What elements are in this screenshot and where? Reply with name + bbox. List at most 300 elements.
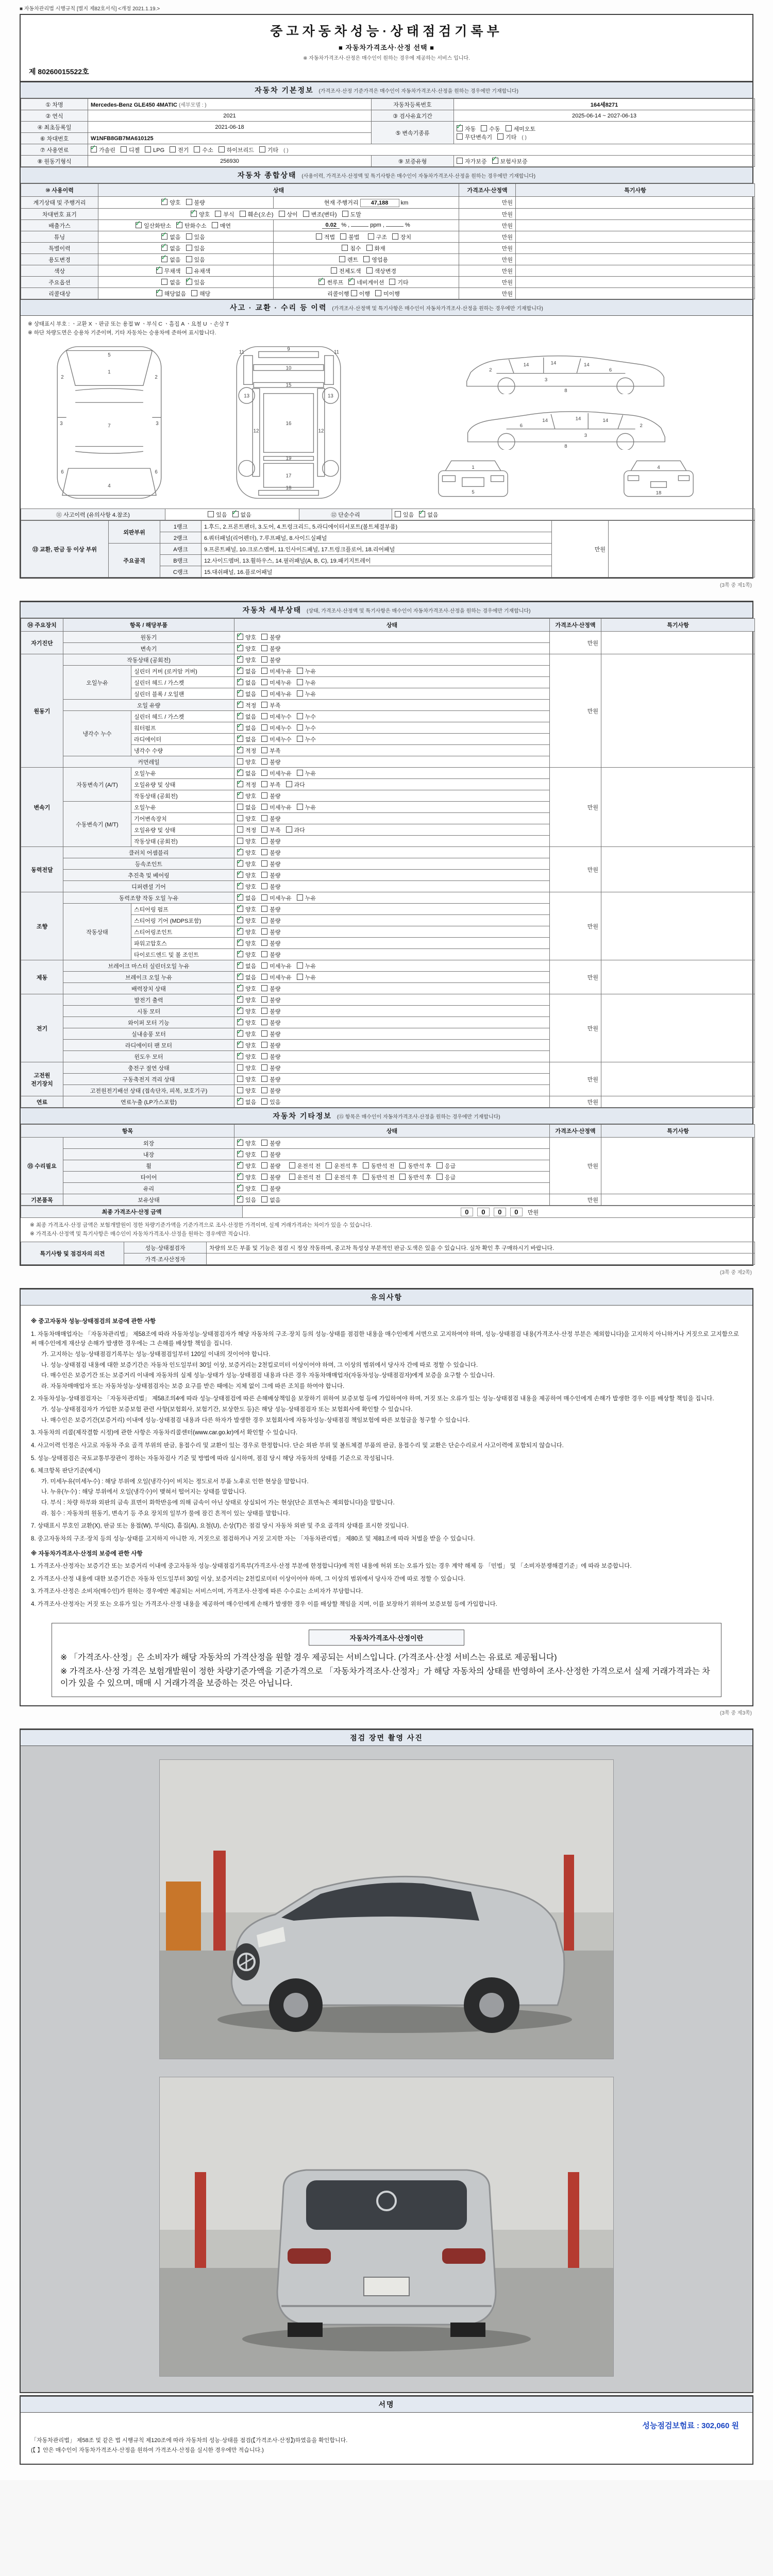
- checked-checkbox-icon[interactable]: [237, 1098, 243, 1105]
- checkbox-option[interactable]: [289, 1173, 321, 1181]
- checkbox-option[interactable]: [208, 511, 227, 519]
- checkbox-option[interactable]: [136, 222, 171, 230]
- unchecked-checkbox-icon[interactable]: [506, 125, 512, 131]
- unchecked-checkbox-icon[interactable]: [261, 1042, 267, 1048]
- checked-checkbox-icon[interactable]: [237, 849, 243, 855]
- unchecked-checkbox-icon[interactable]: [261, 736, 267, 742]
- unchecked-checkbox-icon[interactable]: [261, 1064, 267, 1071]
- unchecked-checkbox-icon[interactable]: [297, 668, 303, 674]
- checked-checkbox-icon[interactable]: [237, 860, 243, 867]
- checkbox-option[interactable]: [261, 894, 292, 902]
- checkbox-option[interactable]: [436, 1162, 456, 1170]
- unchecked-checkbox-icon[interactable]: [237, 1076, 243, 1082]
- unchecked-checkbox-icon[interactable]: [261, 838, 267, 844]
- unchecked-checkbox-icon[interactable]: [363, 1162, 369, 1168]
- checked-checkbox-icon[interactable]: [161, 245, 167, 251]
- unchecked-checkbox-icon[interactable]: [261, 928, 267, 935]
- checkbox-option[interactable]: [237, 769, 256, 777]
- unchecked-checkbox-icon[interactable]: [261, 974, 267, 980]
- checkbox-option[interactable]: [237, 690, 256, 698]
- checked-checkbox-icon[interactable]: [237, 928, 243, 935]
- unchecked-checkbox-icon[interactable]: [186, 245, 192, 251]
- unchecked-checkbox-icon[interactable]: [342, 211, 348, 217]
- unchecked-checkbox-icon[interactable]: [215, 211, 221, 217]
- checkbox-option[interactable]: [237, 951, 256, 959]
- unchecked-checkbox-icon[interactable]: [326, 1174, 332, 1180]
- checked-checkbox-icon[interactable]: [237, 906, 243, 912]
- unchecked-checkbox-icon[interactable]: [259, 146, 265, 152]
- unchecked-checkbox-icon[interactable]: [457, 133, 463, 140]
- unchecked-checkbox-icon[interactable]: [261, 1140, 267, 1146]
- unchecked-checkbox-icon[interactable]: [261, 1053, 267, 1059]
- checked-checkbox-icon[interactable]: [237, 974, 243, 980]
- unchecked-checkbox-icon[interactable]: [340, 233, 346, 240]
- checkbox-option[interactable]: [261, 815, 280, 823]
- checkbox-option[interactable]: [261, 905, 280, 913]
- unchecked-checkbox-icon[interactable]: [436, 1174, 443, 1180]
- checkbox-option[interactable]: [237, 667, 256, 675]
- checkbox-option[interactable]: [261, 803, 292, 811]
- unchecked-checkbox-icon[interactable]: [237, 804, 243, 810]
- unchecked-checkbox-icon[interactable]: [237, 838, 243, 844]
- unchecked-checkbox-icon[interactable]: [481, 125, 487, 131]
- checkbox-option[interactable]: [237, 973, 256, 981]
- unchecked-checkbox-icon[interactable]: [261, 1019, 267, 1025]
- checkbox-option[interactable]: [237, 1041, 256, 1049]
- unchecked-checkbox-icon[interactable]: [261, 872, 267, 878]
- unchecked-checkbox-icon[interactable]: [297, 974, 303, 980]
- checkbox-option[interactable]: [492, 157, 528, 165]
- checkbox-option[interactable]: [318, 278, 343, 286]
- checkbox-option[interactable]: [191, 210, 210, 218]
- checkbox-option[interactable]: [366, 267, 397, 275]
- checkbox-option[interactable]: [237, 1064, 256, 1072]
- checkbox-option[interactable]: [261, 928, 280, 936]
- checked-checkbox-icon[interactable]: [237, 679, 243, 685]
- checkbox-option[interactable]: [237, 1053, 256, 1061]
- unchecked-checkbox-icon[interactable]: [186, 256, 192, 262]
- checked-checkbox-icon[interactable]: [237, 702, 243, 708]
- unchecked-checkbox-icon[interactable]: [170, 146, 176, 152]
- checkbox-option[interactable]: [261, 1007, 280, 1015]
- checkbox-option[interactable]: [261, 962, 292, 970]
- checkbox-option[interactable]: [326, 1173, 358, 1181]
- unchecked-checkbox-icon[interactable]: [366, 267, 373, 274]
- checkbox-option[interactable]: [237, 871, 256, 879]
- checkbox-option[interactable]: [237, 633, 256, 641]
- checkbox-option[interactable]: [237, 1184, 256, 1193]
- checkbox-option[interactable]: [237, 747, 256, 755]
- unchecked-checkbox-icon[interactable]: [331, 267, 337, 274]
- checked-checkbox-icon[interactable]: [237, 951, 243, 957]
- unchecked-checkbox-icon[interactable]: [375, 290, 381, 296]
- checkbox-option[interactable]: [297, 973, 316, 981]
- checkbox-option[interactable]: [261, 1162, 280, 1170]
- checkbox-option[interactable]: [237, 679, 256, 687]
- checkbox-option[interactable]: [237, 1087, 256, 1095]
- unchecked-checkbox-icon[interactable]: [297, 804, 303, 810]
- checkbox-option[interactable]: [340, 233, 359, 241]
- checked-checkbox-icon[interactable]: [237, 656, 243, 663]
- unchecked-checkbox-icon[interactable]: [297, 724, 303, 731]
- checkbox-option[interactable]: [368, 233, 387, 241]
- checked-checkbox-icon[interactable]: [237, 1196, 243, 1202]
- unchecked-checkbox-icon[interactable]: [261, 996, 267, 1003]
- checkbox-option[interactable]: [457, 125, 476, 133]
- checkbox-option[interactable]: [297, 894, 316, 902]
- checked-checkbox-icon[interactable]: [237, 690, 243, 697]
- unchecked-checkbox-icon[interactable]: [261, 702, 267, 708]
- checkbox-option[interactable]: [261, 973, 292, 981]
- checkbox-option[interactable]: [261, 1075, 280, 1083]
- unchecked-checkbox-icon[interactable]: [261, 747, 267, 753]
- checkbox-option[interactable]: [237, 905, 256, 913]
- checkbox-option[interactable]: [237, 1007, 256, 1015]
- unchecked-checkbox-icon[interactable]: [366, 245, 373, 251]
- checkbox-option[interactable]: [186, 267, 211, 275]
- checkbox-option[interactable]: [161, 278, 180, 286]
- checkbox-option[interactable]: [303, 210, 337, 218]
- checkbox-option[interactable]: [261, 701, 280, 709]
- checkbox-option[interactable]: [297, 735, 316, 743]
- checkbox-option[interactable]: [363, 1162, 395, 1170]
- checkbox-option[interactable]: [237, 928, 256, 936]
- checkbox-option[interactable]: [261, 792, 280, 800]
- checkbox-option[interactable]: [237, 1030, 256, 1038]
- checked-checkbox-icon[interactable]: [237, 1140, 243, 1146]
- checkbox-option[interactable]: [261, 883, 280, 891]
- checkbox-option[interactable]: [457, 157, 487, 165]
- checked-checkbox-icon[interactable]: [237, 1053, 243, 1059]
- unchecked-checkbox-icon[interactable]: [342, 245, 348, 251]
- checked-checkbox-icon[interactable]: [237, 770, 243, 776]
- unchecked-checkbox-icon[interactable]: [261, 1162, 267, 1168]
- checkbox-option[interactable]: [261, 917, 280, 925]
- checkbox-option[interactable]: [261, 871, 280, 879]
- checkbox-option[interactable]: [392, 233, 411, 241]
- unchecked-checkbox-icon[interactable]: [208, 511, 214, 517]
- checkbox-option[interactable]: [186, 198, 205, 207]
- unchecked-checkbox-icon[interactable]: [212, 222, 218, 228]
- unchecked-checkbox-icon[interactable]: [261, 679, 267, 685]
- unchecked-checkbox-icon[interactable]: [261, 690, 267, 697]
- unchecked-checkbox-icon[interactable]: [261, 985, 267, 991]
- checked-checkbox-icon[interactable]: [237, 940, 243, 946]
- checkbox-option[interactable]: [156, 267, 181, 275]
- checkbox-option[interactable]: [261, 951, 280, 959]
- unchecked-checkbox-icon[interactable]: [261, 1030, 267, 1037]
- unchecked-checkbox-icon[interactable]: [261, 1098, 267, 1105]
- checkbox-option[interactable]: [279, 210, 298, 218]
- checkbox-option[interactable]: [191, 290, 210, 298]
- unchecked-checkbox-icon[interactable]: [219, 146, 225, 152]
- unchecked-checkbox-icon[interactable]: [240, 211, 246, 217]
- checked-checkbox-icon[interactable]: [492, 158, 498, 164]
- checked-checkbox-icon[interactable]: [237, 1030, 243, 1037]
- checkbox-option[interactable]: [215, 210, 234, 218]
- checkbox-option[interactable]: [237, 1196, 256, 1204]
- unchecked-checkbox-icon[interactable]: [261, 1076, 267, 1082]
- checkbox-option[interactable]: [237, 894, 256, 902]
- checkbox-option[interactable]: [339, 256, 358, 264]
- checkbox-option[interactable]: [237, 1075, 256, 1083]
- checkbox-option[interactable]: [186, 256, 205, 264]
- unchecked-checkbox-icon[interactable]: [326, 1162, 332, 1168]
- unchecked-checkbox-icon[interactable]: [261, 645, 267, 651]
- checkbox-option[interactable]: [261, 679, 292, 687]
- checkbox-option[interactable]: [297, 724, 316, 732]
- checkbox-option[interactable]: [145, 146, 164, 154]
- checkbox-option[interactable]: [316, 233, 335, 241]
- checkbox-option[interactable]: [261, 735, 292, 743]
- checked-checkbox-icon[interactable]: [176, 222, 182, 228]
- checked-checkbox-icon[interactable]: [91, 146, 97, 152]
- checkbox-option[interactable]: [342, 210, 361, 218]
- checkbox-option[interactable]: [186, 233, 205, 241]
- checkbox-option[interactable]: [297, 962, 316, 970]
- unchecked-checkbox-icon[interactable]: [297, 679, 303, 685]
- checkbox-option[interactable]: [261, 1173, 280, 1181]
- checkbox-option[interactable]: [261, 1150, 280, 1159]
- unchecked-checkbox-icon[interactable]: [237, 1064, 243, 1071]
- checkbox-option[interactable]: [237, 860, 256, 868]
- checkbox-option[interactable]: [237, 758, 256, 766]
- checkbox-option[interactable]: [261, 1139, 280, 1147]
- checkbox-option[interactable]: [436, 1173, 456, 1181]
- unchecked-checkbox-icon[interactable]: [351, 290, 357, 296]
- checkbox-option[interactable]: [375, 290, 400, 298]
- unchecked-checkbox-icon[interactable]: [368, 233, 374, 240]
- checkbox-option[interactable]: [237, 645, 256, 653]
- checkbox-option[interactable]: [261, 1184, 280, 1193]
- unchecked-checkbox-icon[interactable]: [316, 233, 322, 240]
- unchecked-checkbox-icon[interactable]: [279, 211, 285, 217]
- unchecked-checkbox-icon[interactable]: [261, 1008, 267, 1014]
- checked-checkbox-icon[interactable]: [161, 256, 167, 262]
- checkbox-option[interactable]: [261, 826, 280, 834]
- unchecked-checkbox-icon[interactable]: [261, 1174, 267, 1180]
- checked-checkbox-icon[interactable]: [156, 267, 162, 274]
- checkbox-option[interactable]: [331, 267, 361, 275]
- unchecked-checkbox-icon[interactable]: [399, 1174, 406, 1180]
- checkbox-option[interactable]: [156, 290, 187, 298]
- checked-checkbox-icon[interactable]: [237, 1008, 243, 1014]
- checkbox-option[interactable]: [261, 769, 292, 777]
- unchecked-checkbox-icon[interactable]: [237, 815, 243, 821]
- unchecked-checkbox-icon[interactable]: [497, 133, 503, 140]
- unchecked-checkbox-icon[interactable]: [389, 279, 395, 285]
- unchecked-checkbox-icon[interactable]: [286, 781, 292, 787]
- checkbox-option[interactable]: [237, 713, 256, 721]
- checkbox-option[interactable]: [237, 962, 256, 970]
- checked-checkbox-icon[interactable]: [232, 511, 239, 517]
- unchecked-checkbox-icon[interactable]: [261, 962, 267, 969]
- checkbox-option[interactable]: [237, 1162, 256, 1170]
- checkbox-option[interactable]: [261, 996, 280, 1004]
- checked-checkbox-icon[interactable]: [237, 1185, 243, 1191]
- checkbox-option[interactable]: [237, 803, 256, 811]
- checked-checkbox-icon[interactable]: [237, 1151, 243, 1157]
- unchecked-checkbox-icon[interactable]: [436, 1162, 443, 1168]
- checked-checkbox-icon[interactable]: [237, 1019, 243, 1025]
- checkbox-option[interactable]: [170, 146, 189, 154]
- unchecked-checkbox-icon[interactable]: [261, 713, 267, 719]
- unchecked-checkbox-icon[interactable]: [261, 781, 267, 787]
- checkbox-option[interactable]: [261, 747, 280, 755]
- checkbox-option[interactable]: [161, 256, 180, 264]
- checkbox-option[interactable]: [261, 1019, 280, 1027]
- checked-checkbox-icon[interactable]: [191, 211, 197, 217]
- checkbox-option[interactable]: [91, 146, 115, 154]
- checked-checkbox-icon[interactable]: [237, 668, 243, 674]
- checked-checkbox-icon[interactable]: [237, 996, 243, 1003]
- checked-checkbox-icon[interactable]: [161, 233, 167, 240]
- checkbox-option[interactable]: [297, 679, 316, 687]
- unchecked-checkbox-icon[interactable]: [261, 1196, 267, 1202]
- checkbox-option[interactable]: [237, 815, 256, 823]
- checked-checkbox-icon[interactable]: [237, 634, 243, 640]
- checkbox-option[interactable]: [363, 256, 388, 264]
- checkbox-option[interactable]: [186, 278, 205, 286]
- checked-checkbox-icon[interactable]: [457, 125, 463, 131]
- unchecked-checkbox-icon[interactable]: [194, 146, 200, 152]
- unchecked-checkbox-icon[interactable]: [261, 917, 267, 923]
- checkbox-option[interactable]: [237, 883, 256, 891]
- unchecked-checkbox-icon[interactable]: [297, 736, 303, 742]
- checkbox-option[interactable]: [366, 244, 385, 252]
- checkbox-option[interactable]: [237, 837, 256, 845]
- checkbox-option[interactable]: [297, 769, 316, 777]
- checkbox-option[interactable]: [326, 1162, 358, 1170]
- unchecked-checkbox-icon[interactable]: [261, 894, 267, 901]
- checked-checkbox-icon[interactable]: [186, 279, 192, 285]
- checkbox-option[interactable]: [419, 511, 438, 519]
- unchecked-checkbox-icon[interactable]: [261, 804, 267, 810]
- checkbox-option[interactable]: [261, 758, 280, 766]
- unchecked-checkbox-icon[interactable]: [363, 1174, 369, 1180]
- checkbox-option[interactable]: [399, 1162, 431, 1170]
- checkbox-option[interactable]: [237, 939, 256, 947]
- checked-checkbox-icon[interactable]: [237, 781, 243, 787]
- checkbox-option[interactable]: [259, 146, 278, 154]
- checked-checkbox-icon[interactable]: [237, 894, 243, 901]
- checkbox-option[interactable]: [261, 656, 280, 664]
- checkbox-option[interactable]: [261, 1098, 280, 1106]
- checkbox-option[interactable]: [261, 713, 292, 721]
- checkbox-option[interactable]: [395, 511, 414, 519]
- unchecked-checkbox-icon[interactable]: [395, 511, 401, 517]
- unchecked-checkbox-icon[interactable]: [261, 758, 267, 765]
- checked-checkbox-icon[interactable]: [237, 736, 243, 742]
- checkbox-option[interactable]: [237, 826, 256, 834]
- checkbox-option[interactable]: [261, 667, 292, 675]
- checkbox-option[interactable]: [261, 1064, 280, 1072]
- unchecked-checkbox-icon[interactable]: [121, 146, 127, 152]
- checkbox-option[interactable]: [261, 1053, 280, 1061]
- checkbox-option[interactable]: [186, 244, 205, 252]
- checkbox-option[interactable]: [261, 1196, 280, 1204]
- checkbox-option[interactable]: [481, 125, 500, 133]
- unchecked-checkbox-icon[interactable]: [289, 1162, 295, 1168]
- unchecked-checkbox-icon[interactable]: [261, 951, 267, 957]
- checked-checkbox-icon[interactable]: [237, 792, 243, 799]
- checkbox-option[interactable]: [297, 667, 316, 675]
- checked-checkbox-icon[interactable]: [237, 645, 243, 651]
- checkbox-option[interactable]: [261, 837, 280, 845]
- checkbox-option[interactable]: [194, 146, 213, 154]
- checkbox-option[interactable]: [297, 713, 316, 721]
- unchecked-checkbox-icon[interactable]: [261, 826, 267, 833]
- checkbox-option[interactable]: [237, 792, 256, 800]
- checkbox-option[interactable]: [297, 690, 316, 698]
- unchecked-checkbox-icon[interactable]: [339, 256, 345, 262]
- unchecked-checkbox-icon[interactable]: [297, 962, 303, 969]
- checkbox-option[interactable]: [457, 133, 492, 141]
- unchecked-checkbox-icon[interactable]: [261, 1087, 267, 1093]
- checkbox-option[interactable]: [348, 278, 384, 286]
- unchecked-checkbox-icon[interactable]: [186, 233, 192, 240]
- unchecked-checkbox-icon[interactable]: [392, 233, 398, 240]
- checkbox-option[interactable]: [297, 803, 316, 811]
- unchecked-checkbox-icon[interactable]: [297, 690, 303, 697]
- unchecked-checkbox-icon[interactable]: [261, 656, 267, 663]
- checkbox-option[interactable]: [219, 146, 254, 154]
- checked-checkbox-icon[interactable]: [237, 962, 243, 969]
- unchecked-checkbox-icon[interactable]: [237, 826, 243, 833]
- checkbox-option[interactable]: [237, 724, 256, 732]
- checkbox-option[interactable]: [261, 860, 280, 868]
- unchecked-checkbox-icon[interactable]: [289, 1174, 295, 1180]
- checkbox-option[interactable]: [286, 826, 305, 834]
- unchecked-checkbox-icon[interactable]: [261, 849, 267, 855]
- checkbox-option[interactable]: [237, 985, 256, 993]
- unchecked-checkbox-icon[interactable]: [237, 1087, 243, 1093]
- unchecked-checkbox-icon[interactable]: [261, 860, 267, 867]
- checkbox-option[interactable]: [351, 290, 370, 298]
- unchecked-checkbox-icon[interactable]: [297, 894, 303, 901]
- checked-checkbox-icon[interactable]: [237, 713, 243, 719]
- unchecked-checkbox-icon[interactable]: [457, 158, 463, 164]
- unchecked-checkbox-icon[interactable]: [261, 815, 267, 821]
- checkbox-option[interactable]: [261, 849, 280, 857]
- checkbox-option[interactable]: [237, 849, 256, 857]
- checked-checkbox-icon[interactable]: [318, 279, 325, 285]
- checked-checkbox-icon[interactable]: [237, 917, 243, 923]
- unchecked-checkbox-icon[interactable]: [237, 758, 243, 765]
- unchecked-checkbox-icon[interactable]: [399, 1162, 406, 1168]
- checkbox-option[interactable]: [506, 125, 536, 133]
- checkbox-option[interactable]: [399, 1173, 431, 1181]
- unchecked-checkbox-icon[interactable]: [161, 279, 167, 285]
- checked-checkbox-icon[interactable]: [161, 199, 167, 205]
- checkbox-option[interactable]: [237, 656, 256, 664]
- unchecked-checkbox-icon[interactable]: [286, 826, 292, 833]
- checked-checkbox-icon[interactable]: [237, 724, 243, 731]
- checkbox-option[interactable]: [261, 939, 280, 947]
- checkbox-option[interactable]: [237, 996, 256, 1004]
- checkbox-option[interactable]: [237, 1139, 256, 1147]
- unchecked-checkbox-icon[interactable]: [363, 256, 369, 262]
- checked-checkbox-icon[interactable]: [237, 883, 243, 889]
- unchecked-checkbox-icon[interactable]: [145, 146, 151, 152]
- checkbox-option[interactable]: [161, 198, 180, 207]
- unchecked-checkbox-icon[interactable]: [261, 906, 267, 912]
- checkbox-option[interactable]: [161, 244, 180, 252]
- checkbox-option[interactable]: [237, 735, 256, 743]
- checkbox-option[interactable]: [261, 985, 280, 993]
- checked-checkbox-icon[interactable]: [237, 872, 243, 878]
- checkbox-option[interactable]: [261, 1087, 280, 1095]
